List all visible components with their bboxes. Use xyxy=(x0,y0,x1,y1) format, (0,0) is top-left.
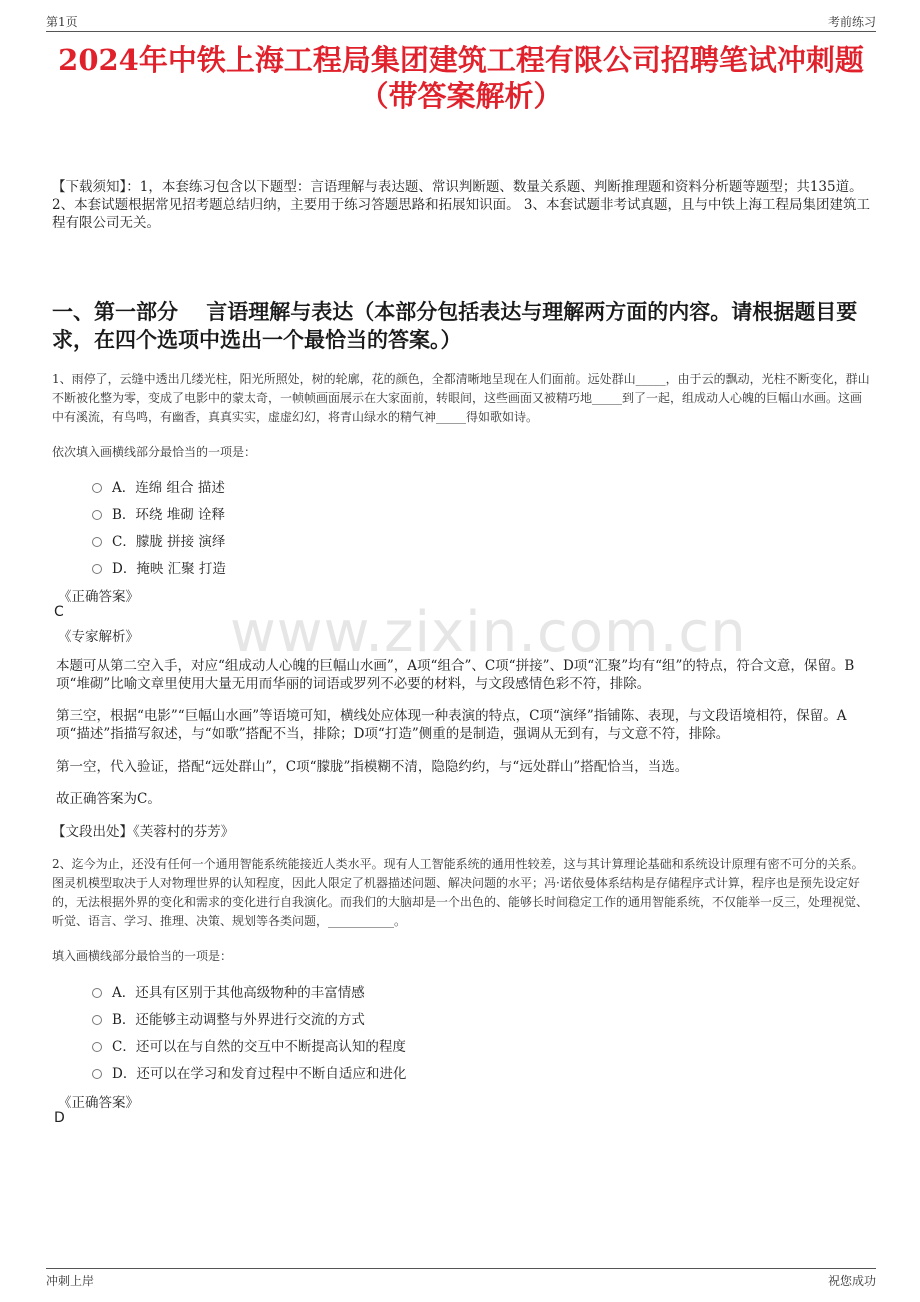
question-1-option-a[interactable] xyxy=(92,476,225,496)
analysis-paragraph: 本题可从第二空入手，对应“组成动人心魄的巨幅山水画”，A项“组合”、C项“拼接”、D项“汇聚”均有“组”的特点，符合文意，保留。B项“堆砌”比喻文章里使用大量无用而华丽的词语或罗列不必要的材料，与文段感情色彩不符，排除。 xyxy=(56,658,855,692)
radio-icon[interactable] xyxy=(92,510,102,520)
radio-icon[interactable] xyxy=(92,1069,102,1079)
watermark: www.zixin.com.cn xyxy=(230,600,747,665)
question-2-option-b[interactable] xyxy=(92,1008,365,1028)
question-2-option-c[interactable] xyxy=(92,1035,406,1055)
answer-value: D xyxy=(54,1110,65,1126)
footer-left-text: 冲刺上岸 xyxy=(46,1274,95,1288)
answer-label: 《正确答案》 xyxy=(58,1095,139,1111)
question-2-text: 2、迄今为止，还没有任何一个通用智能系统能接近人类水平。现有人工智能系统的通用性较差，这与其计算理论基础和系统设计原理有密不可分的关系。图灵机模型取决于人对物理世界的认知程度，因此人限定了机器描述问题、解决问题的水平；冯·诺依曼体系结构是存储程序式计算，程序也是预先设定好的，无法根据外界的变化和需求的变化进行自我演化。而我们的大脑却是一个出色的、能够长时间稳定工作的通用智能系统，不仅能举一反三，处理视觉、听觉、语言、学习、推理、决策、规划等各类问题，___________。 xyxy=(52,857,869,928)
radio-icon[interactable] xyxy=(92,537,102,547)
option-label: D．还可以在学习和发育过程中不断自适应和进化 xyxy=(112,1066,407,1082)
document-subtitle: （带答案解析） xyxy=(359,79,563,113)
answer-value: C xyxy=(54,604,64,620)
option-label: A．还具有区别于其他高级物种的丰富情感 xyxy=(112,985,365,1001)
option-label: C．还可以在与自然的交互中不断提高认知的程度 xyxy=(112,1039,406,1055)
analysis-paragraph: 第三空，根据“电影”“巨幅山水画”等语境可知，横线处应体现一种表演的特点，C项“演绎”指铺陈、表现，与文段语境相符，保留。A项“描述”指描写叙述，与“如歌”搭配不当，排除；D项“打造”侧重的是制造，强调从无到有，与文意不符，排除。 xyxy=(56,708,847,742)
section-title: 一、第一部分 言语理解与表达（本部分包括表达与理解两方面的内容。请根据题目要求，在四个选项中选出一个最恰当的答案。） xyxy=(52,299,858,352)
radio-icon[interactable] xyxy=(92,988,102,998)
option-label: D．掩映 汇聚 打造 xyxy=(112,561,226,577)
question-1-option-d[interactable] xyxy=(92,557,226,577)
option-label: A．连绵 组合 描述 xyxy=(112,480,225,496)
header-divider xyxy=(46,31,876,32)
page-number: 第1页 xyxy=(46,15,78,29)
radio-icon[interactable] xyxy=(92,1042,102,1052)
footer-right-text: 祝您成功 xyxy=(827,1274,876,1288)
radio-icon[interactable] xyxy=(92,1015,102,1025)
answer-label: 《正确答案》 xyxy=(58,589,139,605)
radio-icon[interactable] xyxy=(92,483,102,493)
footer-divider xyxy=(46,1268,876,1269)
question-1-prompt: 依次填入画横线部分最恰当的一项是： xyxy=(52,445,257,459)
analysis-paragraph: 第一空，代入验证，搭配“远处群山”，C项“朦胧”指模糊不清，隐隐约约，与“远处群山”搭配恰当，当选。 xyxy=(56,759,689,775)
option-label: B．还能够主动调整与外界进行交流的方式 xyxy=(112,1012,365,1028)
document-title: 2024年中铁上海工程局集团建筑工程有限公司招聘笔试冲刺题 xyxy=(58,43,864,77)
radio-icon[interactable] xyxy=(92,564,102,574)
question-2-prompt: 填入画横线部分最恰当的一项是： xyxy=(52,949,233,963)
question-1-text: 1、雨停了，云缝中透出几缕光柱，阳光所照处，树的轮廓，花的颜色，全都清晰地呈现在人们面前。远处群山_____，由于云的飘动，光柱不断变化，群山不断被化整为零，变成了电影中的蒙太奇，一帧帧画面展示在大家面前，转眼间，这些画面又被精巧地_____到了一起，组成动人心魄的巨幅山水画。这画中有溪流，有鸟鸣，有幽香，真真实实，虚虚幻幻，将青山绿水的精气神_____得如歌如诗。 xyxy=(52,372,870,424)
analysis-label: 《专家解析》 xyxy=(58,629,139,645)
header-label: 考前练习 xyxy=(827,15,876,29)
question-2-option-a[interactable] xyxy=(92,981,365,1001)
passage-source: 【文段出处】《芙蓉村的芬芳》 xyxy=(52,824,235,840)
analysis-conclusion: 故正确答案为C。 xyxy=(56,791,161,807)
question-1-option-b[interactable] xyxy=(92,503,225,523)
option-label: C．朦胧 拼接 演绎 xyxy=(112,534,226,550)
download-notice: 【下载须知】：1，本套练习包含以下题型：言语理解与表达题、常识判断题、数量关系题、判断推理题和资料分析题等题型；共135道。 2、本套试题根据常见招考题总结归纳，主要用于练习答题思路和拓展知识面。 3、本套试题非考试真题，且与中铁上海工程局集团建筑工程有限公司无关。 xyxy=(52,179,870,231)
question-2-option-d[interactable] xyxy=(92,1062,406,1082)
question-1-option-c[interactable] xyxy=(92,530,225,550)
option-label: B．环绕 堆砌 诠释 xyxy=(112,507,226,523)
